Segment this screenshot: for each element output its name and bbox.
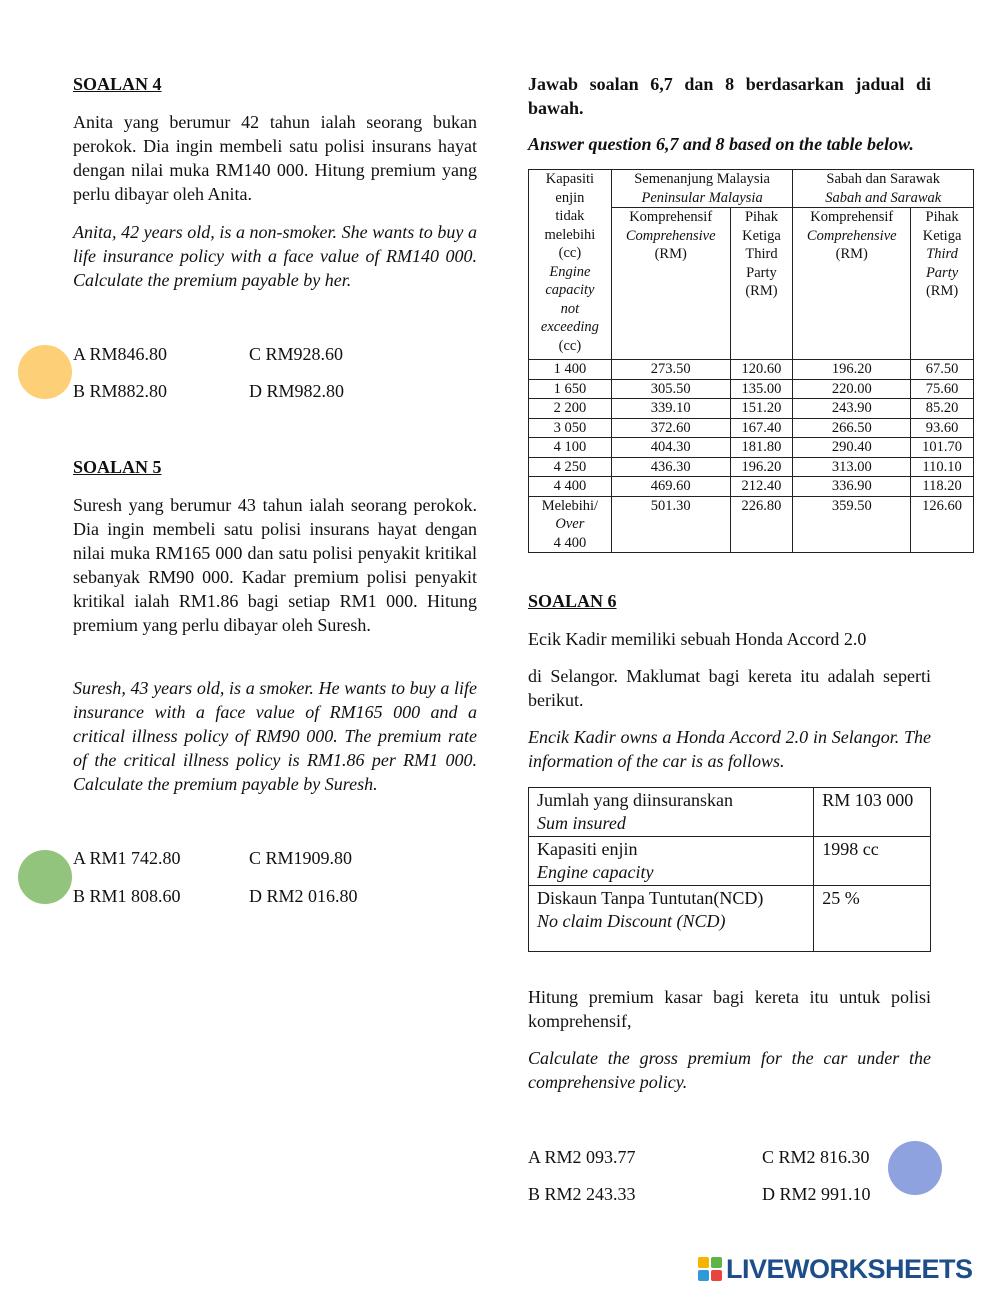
- engine-capacity-header: Kapasiti enjin tidak melebihi (cc) Engine capacity not exceeding (cc): [529, 170, 612, 360]
- q6-malay-line-2: di Selangor. Maklumat bagi kereta itu adalah seperti berikut.: [528, 666, 931, 710]
- q5-option-a: A RM1 742.80: [73, 848, 181, 868]
- q6-answer-marker[interactable]: [888, 1141, 942, 1195]
- table-row: 4 400 469.60 212.40 336.90 118.20: [529, 477, 974, 497]
- table-row: 1 400 273.50 120.60 196.20 67.50: [529, 360, 974, 380]
- peninsular-third-party-header: Pihak Ketiga Third Party (RM): [730, 208, 793, 360]
- q5-option-d: D RM2 016.80: [249, 886, 358, 906]
- q5-heading: SOALAN 5: [73, 457, 162, 477]
- q4-option-c: C RM928.60: [249, 344, 344, 364]
- premium-rate-table: [528, 169, 974, 553]
- table-row: Jumlah yang diinsuranskan Sum insured RM 103 000: [529, 788, 931, 837]
- table-row: 2 200 339.10 151.20 243.90 85.20: [529, 399, 974, 419]
- table-row: Melebihi/ Over 4 400 501.30 226.80 359.50 126.60: [529, 496, 974, 553]
- q4-option-b: B RM882.80: [73, 381, 168, 401]
- logo-blocks-icon: [698, 1257, 722, 1281]
- q4-malay-text: Anita yang berumur 42 tahun ialah seorang bukan perokok. Dia ingin membeli satu polisi insurans hayat dengan nilai muka RM140 000. Hitung premium yang perlu dibayar oleh Anita.: [73, 112, 477, 204]
- table-intro-malay: Jawab soalan 6,7 dan 8 berdasarkan jadual di bawah.: [528, 74, 931, 118]
- peninsular-comprehensive-header: Komprehensif Comprehensive (RM): [611, 208, 730, 360]
- q6-option-b: B RM2 243.33: [528, 1184, 636, 1204]
- liveworksheets-logo: [698, 1253, 973, 1285]
- logo-text: LIVEWORKSHEETS: [726, 1253, 973, 1284]
- logo-block: [698, 1270, 709, 1281]
- table-row: 1 650 305.50 135.00 220.00 75.60: [529, 379, 974, 399]
- peninsular-header: Semenanjung Malaysia Peninsular Malaysia: [611, 170, 793, 208]
- q6-option-d: D RM2 991.10: [762, 1184, 871, 1204]
- q5-malay-text: Suresh yang berumur 43 tahun ialah seorang perokok. Dia ingin membeli satu polisi insurans hayat dengan nilai muka RM165 000 dan satu polisi penyakit kritikal sebanyak RM90 000. Kadar premium polisi penyakit kritikal ialah RM1.86 bagi setiap RM1 000. Hitung premium yang perlu dibayar oleh Suresh.: [73, 495, 477, 635]
- q6-malay-line-1: Ecik Kadir memiliki sebuah Honda Accord 2.0: [528, 629, 867, 649]
- q6-question-malay: Hitung premium kasar bagi kereta itu untuk polisi komprehensif,: [528, 987, 931, 1031]
- table-row: 4 100 404.30 181.80 290.40 101.70: [529, 438, 974, 458]
- q5-english-text: Suresh, 43 years old, is a smoker. He wants to buy a life insurance with a face value of RM165 000 and a critical illness policy of RM90 000. The premium rate of the critical illness policy is RM1.86 per RM1 000. Calculate the premium payable by Suresh.: [73, 678, 477, 794]
- table-row: Kapasiti enjin Engine capacity 1998 cc: [529, 837, 931, 886]
- q4-option-a: A RM846.80: [73, 344, 168, 364]
- q6-option-c: C RM2 816.30: [762, 1147, 870, 1167]
- q5-option-b: B RM1 808.60: [73, 886, 181, 906]
- q4-option-d: D RM982.80: [249, 381, 345, 401]
- sabah-third-party-header: Pihak Ketiga Third Party (RM): [911, 208, 974, 360]
- q6-option-a: A RM2 093.77: [528, 1147, 636, 1167]
- sabah-sarawak-header: Sabah dan Sarawak Sabah and Sarawak: [793, 170, 974, 208]
- table-row: 3 050 372.60 167.40 266.50 93.60: [529, 418, 974, 438]
- logo-block: [711, 1257, 722, 1268]
- q6-question-english: Calculate the gross premium for the car under the comprehensive policy.: [528, 1048, 931, 1092]
- car-info-table: [528, 787, 931, 952]
- table-row: 4 250 436.30 196.20 313.00 110.10: [529, 457, 974, 477]
- table-row: Diskaun Tanpa Tuntutan(NCD) No claim Discount (NCD) 25 %: [529, 886, 931, 952]
- q6-english-text: Encik Kadir owns a Honda Accord 2.0 in Selangor. The information of the car is as follows.: [528, 727, 931, 771]
- q4-english-text: Anita, 42 years old, is a non-smoker. She wants to buy a life insurance policy with a face value of RM140 000. Calculate the premium payable by her.: [73, 222, 477, 290]
- sabah-comprehensive-header: Komprehensif Comprehensive (RM): [793, 208, 911, 360]
- q5-answer-marker[interactable]: [18, 850, 72, 904]
- q6-heading: SOALAN 6: [528, 591, 617, 611]
- logo-block: [711, 1270, 722, 1281]
- logo-block: [698, 1257, 709, 1268]
- q5-option-c: C RM1909.80: [249, 848, 353, 868]
- q4-answer-marker[interactable]: [18, 345, 72, 399]
- table-intro-english: Answer question 6,7 and 8 based on the table below.: [528, 134, 914, 154]
- q4-heading: SOALAN 4: [73, 74, 162, 94]
